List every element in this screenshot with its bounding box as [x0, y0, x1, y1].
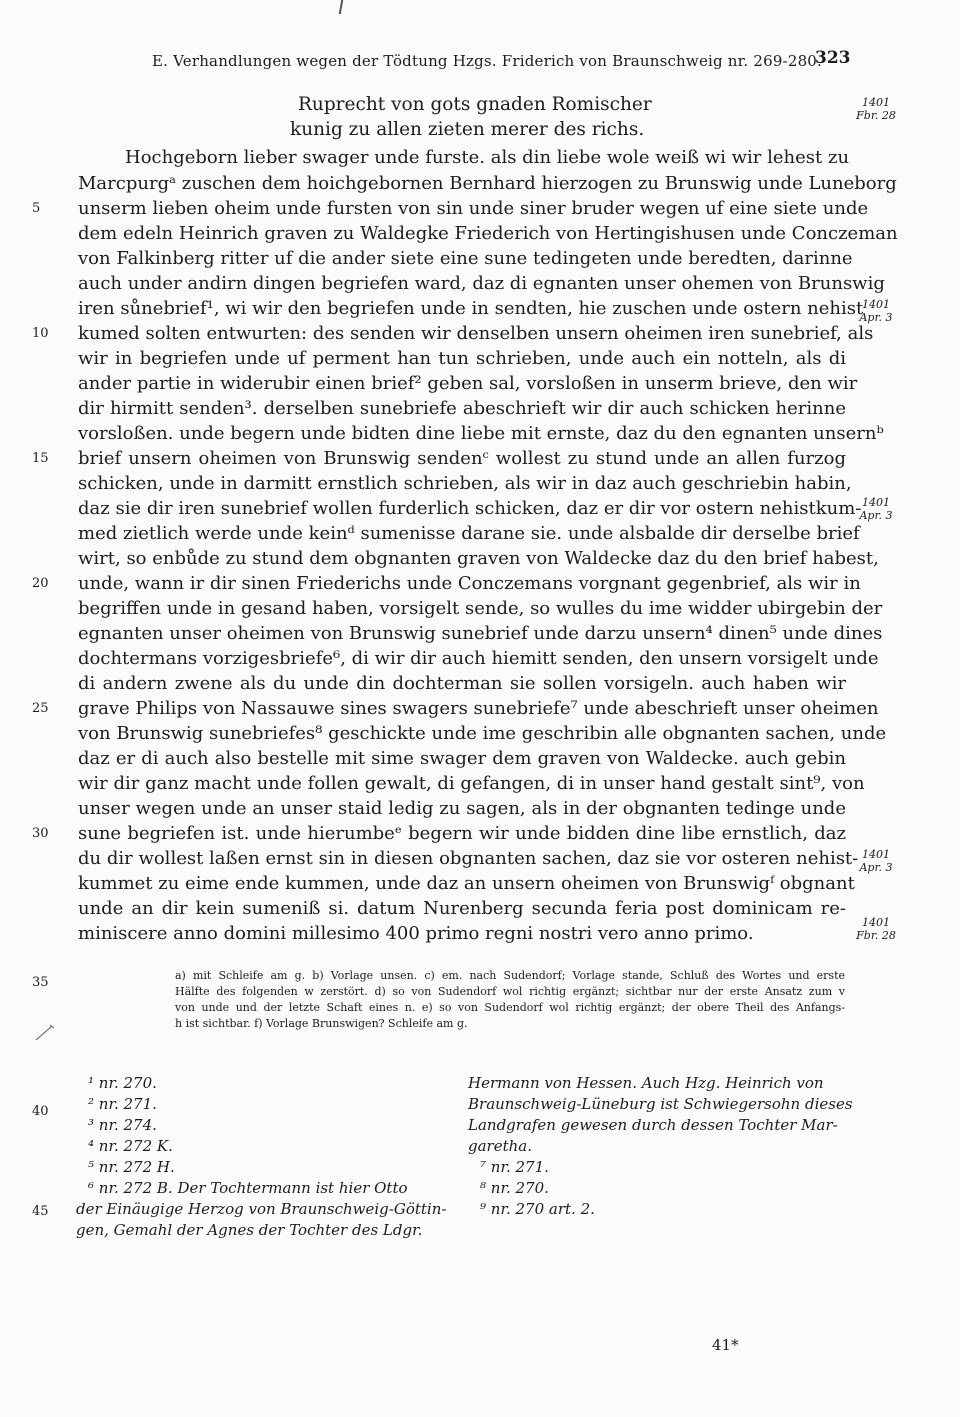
reference-line: ⁹ nr. 270 art. 2. — [480, 1200, 595, 1218]
body-line: di andern zwene als du unde din dochterman sie sollen vorsigeln. auch haben wir — [78, 673, 846, 694]
body-line: vorsloßen. unde begern unde bidten dine liebe mit ernste, daz du den egnanten unsernᵇ — [78, 423, 884, 444]
reference-line: ⁴ nr. 272 K. — [88, 1137, 173, 1155]
line-number: 10 — [32, 326, 49, 341]
reference-line: gen, Gemahl der Agnes der Tochter des Ldgr. — [76, 1221, 423, 1239]
body-line: med zietlich werde unde keinᵈ sumenisse darane sie. unde alsbalde dir derselbe brief — [78, 523, 860, 544]
textual-note-line: Hälfte des folgenden w zerstört. d) so von Sudendorf wol richtig ergänzt; sichtbar nur der erste Ansatz zum v — [175, 985, 845, 998]
body-line: iren sůnebrief¹, wi wir den begriefen unde in sendten, hie zuschen unde ostern nehist — [78, 298, 864, 319]
salutation-line-2: kunig zu allen zieten merer des richs. — [290, 119, 645, 140]
reference-line: Braunschweig-Lüneburg ist Schwiegersohn dieses — [468, 1095, 853, 1113]
margin-date-year: 1401 — [862, 916, 890, 929]
body-line: unserm lieben oheim unde fursten von sin unde siner bruder wegen uf eine siete unde — [78, 198, 869, 219]
body-line: dir hirmitt senden³. derselben sunebriefe abeschrieft wir dir auch schicken herinne — [78, 398, 846, 419]
body-line: begriffen unde in gesand haben, vorsigelt sende, so wulles du ime widder ubirgebin der — [78, 598, 883, 619]
reference-line: ⁵ nr. 272 H. — [88, 1158, 175, 1176]
margin-date-day: Fbr. 28 — [856, 109, 896, 122]
margin-date — [850, 496, 902, 522]
reference-line: ¹ nr. 270. — [88, 1074, 157, 1092]
line-number: 5 — [32, 201, 41, 216]
page-number: 323 — [815, 48, 851, 68]
body-line: auch under andirn dingen begriefen ward, daz di egnanten unser ohemen von Brunswig — [78, 273, 885, 294]
references-left — [76, 1073, 447, 1241]
reference-line: Landgrafen gewesen durch dessen Tochter Mar- — [468, 1116, 838, 1134]
body-line: Hochgeborn lieber swager unde furste. als din liebe wole weiß wi wir lehest zu — [125, 147, 850, 168]
margin-date-year: 1401 — [862, 96, 890, 109]
margin-date-day: Fbr. 28 — [856, 929, 896, 942]
body-line: von Falkinberg ritter uf die ander siete eine sune tedingeten unde beredten, darinne — [78, 248, 853, 269]
pencil-mark — [339, 0, 343, 14]
line-number: 45 — [32, 1204, 49, 1219]
body-line: wir dir ganz macht unde follen gewalt, di gefangen, di in unser hand gestalt sint⁹, von — [78, 773, 865, 794]
reference-line: Hermann von Hessen. Auch Hzg. Heinrich von — [468, 1074, 824, 1092]
body-line: daz er di auch also bestelle mit sime swager dem graven von Waldecke. auch gebin — [78, 748, 846, 769]
body-line: dochtermans vorzigesbriefe⁶, di wir dir auch hiemitt senden, den unsern vorsigelt unde — [78, 648, 879, 669]
signature-mark: 41* — [712, 1336, 739, 1354]
reference-line: ² nr. 271. — [88, 1095, 157, 1113]
salutation-line-1: Ruprecht von gots gnaden Romischer — [298, 94, 652, 115]
body-line: daz sie dir iren sunebrief wollen furderlich schicken, daz er dir vor ostern nehistkum- — [78, 498, 862, 519]
body-line: miniscere anno domini millesimo 400 primo regni nostri vero anno primo. — [78, 923, 754, 944]
body-line: du dir wollest laßen ernst sin in diesen obgnanten sachen, daz sie vor osteren nehist- — [78, 848, 859, 869]
textual-note-line: h ist sichtbar. f) Vorlage Brunswigen? Schleife am g. — [175, 1017, 468, 1030]
pen-mark-icon — [34, 1022, 56, 1042]
textual-note-line: a) mit Schleife am g. b) Vorlage unsen. c) em. nach Sudendorf; Vorlage stande, Schluß des Wortes und erste — [175, 969, 845, 982]
margin-date — [850, 848, 902, 874]
body-line: egnanten unser oheimen von Brunswig sunebrief unde darzu unsern⁴ dinen⁵ unde dines — [78, 623, 883, 644]
line-number: 35 — [32, 975, 49, 990]
textual-note-line: von unde und der letzte Schaft eines n. e) so von Sudendorf wol richtig ergänzt; der obere Theil des Anfangs- — [175, 1001, 845, 1014]
textual-notes — [175, 968, 845, 1032]
body-line: schicken, unde in darmitt ernstlich schrieben, als wir in daz auch geschriebin habin, — [78, 473, 852, 494]
reference-line: ⁶ nr. 272 B. Der Tochtermann ist hier Otto — [88, 1179, 408, 1197]
margin-date-day: Apr. 3 — [859, 509, 893, 522]
body-line: von Brunswig sunebriefes⁸ geschickte unde ime geschribin alle obgnanten sachen, unde — [78, 723, 887, 744]
reference-line: ³ nr. 274. — [88, 1116, 157, 1134]
line-number: 40 — [32, 1104, 49, 1119]
body-line: ander partie in widerubir einen brief² geben sal, vorsloßen in unserm brieve, den wir — [78, 373, 858, 394]
margin-date-year: 1401 — [862, 848, 890, 861]
body-line: grave Philips von Nassauwe sines swagers sunebriefe⁷ unde abeschrieft unser oheimen — [78, 698, 879, 719]
margin-date — [850, 916, 902, 942]
margin-date-year: 1401 — [862, 298, 890, 311]
references-right — [468, 1073, 853, 1220]
body-line: kummet zu eime ende kummen, unde daz an unsern oheimen von Brunswigᶠ obgnant — [78, 873, 855, 894]
margin-date — [850, 96, 902, 122]
body-line: Marcpurgᵃ zuschen dem hoichgebornen Bernhard hierzogen zu Brunswig unde Luneborg — [78, 173, 897, 194]
margin-date-day: Apr. 3 — [859, 861, 893, 874]
line-number: 30 — [32, 826, 49, 841]
line-number: 25 — [32, 701, 49, 716]
body-line: wirt, so enbůde zu stund dem obgnanten graven von Waldecke daz du den brief habest, — [78, 548, 879, 569]
line-number: 15 — [32, 451, 49, 466]
body-line: dem edeln Heinrich graven zu Waldegke Friederich von Hertingishusen unde Conczeman — [78, 223, 898, 244]
reference-line: ⁷ nr. 271. — [480, 1158, 549, 1176]
body-line: unser wegen unde an unser staid ledig zu sagen, als in der obgnanten tedinge unde — [78, 798, 846, 819]
line-number: 20 — [32, 576, 49, 591]
body-line: kumed solten entwurten: des senden wir denselben unsern oheimen iren sunebrief, als — [78, 323, 874, 344]
body-line: wir in begriefen unde uf perment han tun schrieben, unde auch ein notteln, als di — [78, 348, 846, 369]
margin-date-day: Apr. 3 — [859, 311, 893, 324]
body-line: unde an dir kein sumeniß si. datum Nurenberg secunda feria post dominicam re- — [78, 898, 846, 919]
margin-date-year: 1401 — [862, 496, 890, 509]
body-line: unde, wann ir dir sinen Friederichs unde Conczemans vorgnant gegenbrief, als wir in — [78, 573, 861, 594]
running-header: E. Verhandlungen wegen der Tödtung Hzgs. Friderich von Braunschweig nr. 269-280. — [152, 52, 823, 70]
reference-line: der Einäugige Herzog von Braunschweig-Göttin- — [76, 1200, 447, 1218]
reference-line: garetha. — [468, 1137, 532, 1155]
body-line: brief unsern oheimen von Brunswig sendenᶜ wollest zu stund unde an allen furzog — [78, 448, 846, 469]
reference-line: ⁸ nr. 270. — [480, 1179, 549, 1197]
body-line: sune begriefen ist. unde hierumbeᵉ begern wir unde bidden dine libe ernstlich, daz — [78, 823, 846, 844]
margin-date — [850, 298, 902, 324]
